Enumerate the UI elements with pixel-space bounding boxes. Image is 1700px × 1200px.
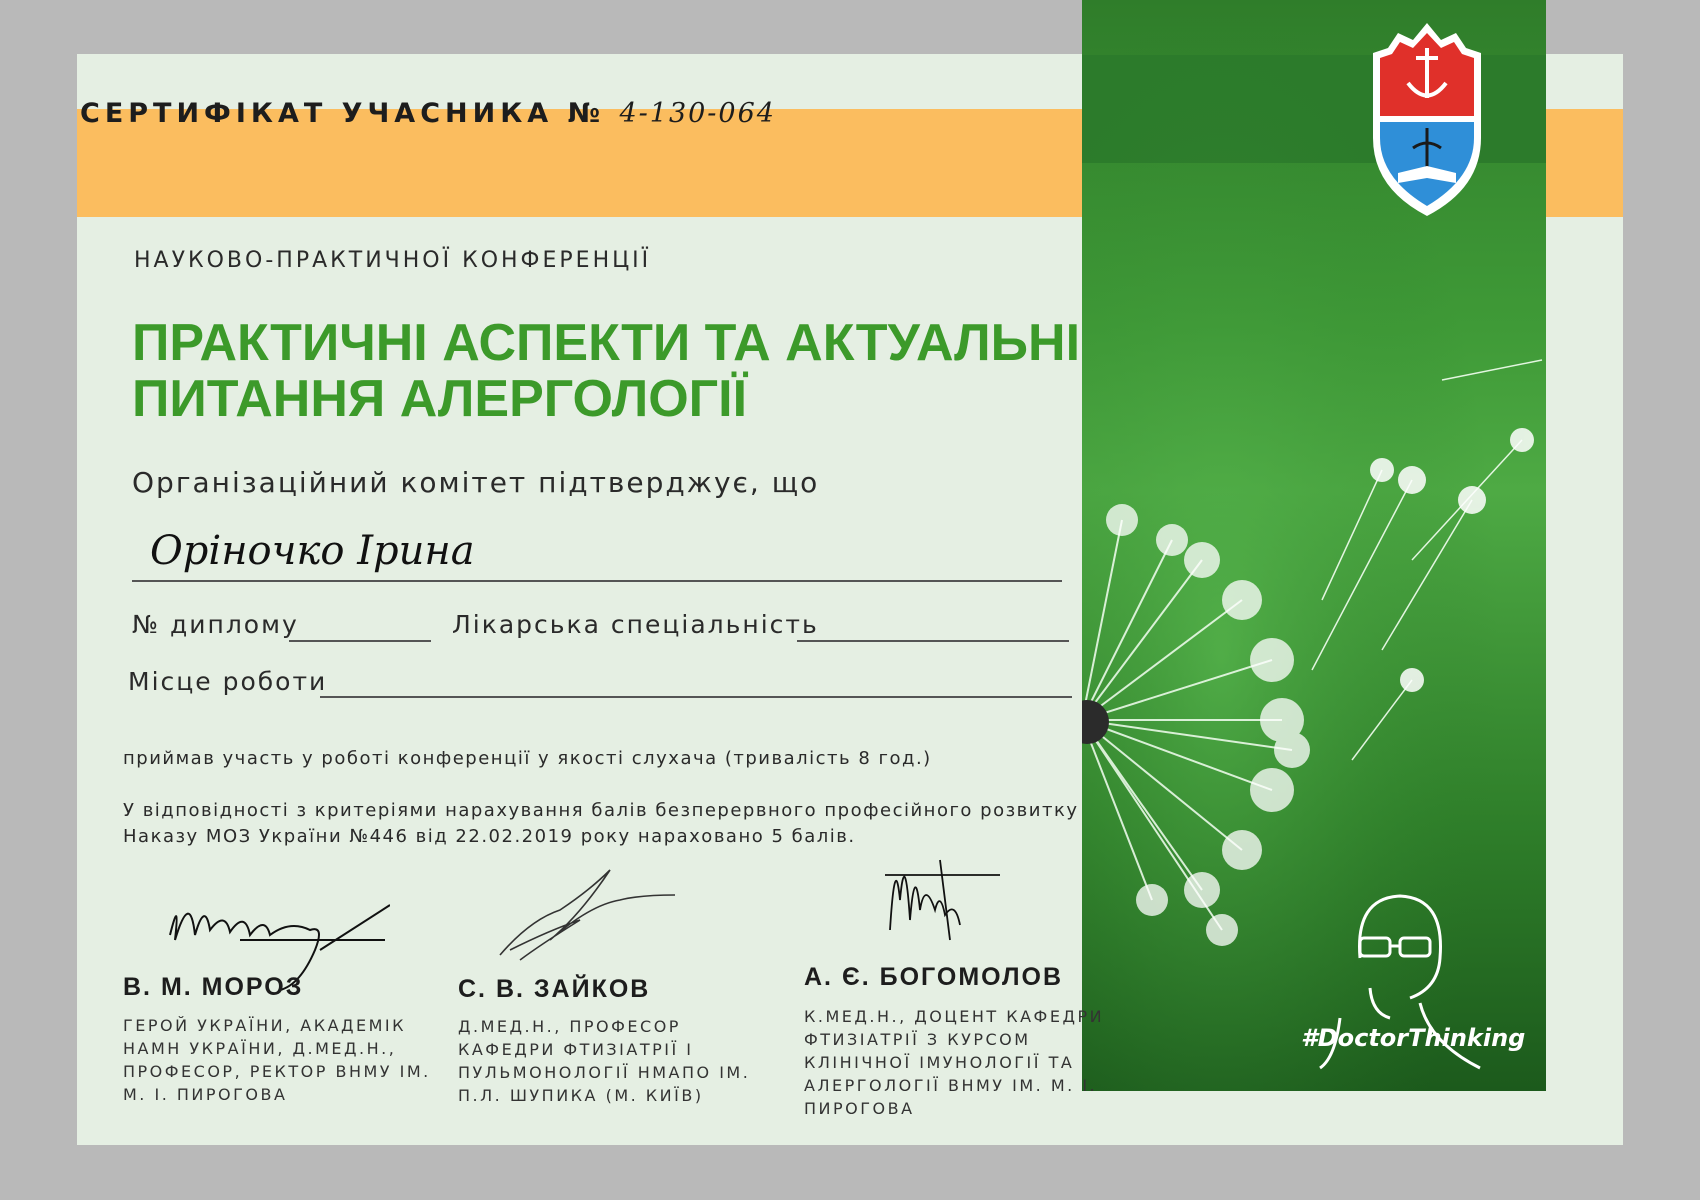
signer-3-name: А. Є. БОГОМОЛОВ: [804, 963, 1064, 991]
certificate-heading-label: СЕРТИФІКАТ УЧАСНИКА №: [80, 98, 606, 129]
participation-text: приймав участь у роботі конференції у якості слухача (тривалість 8 год.): [123, 748, 932, 769]
conference-title: ПРАКТИЧНІ АСПЕКТИ ТА АКТУАЛЬНІ ПИТАННЯ АЛЕРГОЛОГІЇ: [132, 314, 1081, 428]
conference-intro: НАУКОВО-ПРАКТИЧНОЇ КОНФЕРЕНЦІЇ: [134, 248, 652, 273]
signer-1-name: В. М. МОРОЗ: [123, 973, 304, 1001]
workplace-label: Місце роботи: [128, 667, 328, 696]
workplace-underline: [320, 696, 1072, 698]
signature-zaikov: [490, 860, 690, 970]
confirmation-text: Організаційний комітет підтверджує, що: [132, 466, 820, 499]
certificate-number: 4-130-064: [619, 98, 776, 129]
university-crest-icon: [1368, 18, 1486, 218]
signer-3-role: К.МЕД.Н., ДОЦЕНТ КАФЕДРИ ФТИЗІАТРІЇ З КУРСОМ КЛІНІЧНОЇ ІМУНОЛОГІЇ ТА АЛЕРГОЛОГІЇ ВНМУ ІМ. М. І. ПИРОГОВА: [804, 1007, 1105, 1118]
name-underline: [132, 580, 1062, 582]
diploma-underline: [289, 640, 431, 642]
certificate-heading: [80, 98, 776, 129]
signer-1-role: ГЕРОЙ УКРАЇНИ, АКАДЕМІК НАМН УКРАЇНИ, Д.МЕД.Н., ПРОФЕСОР, РЕКТОР ВНМУ ІМ. М. І. ПИРОГОВА: [123, 1016, 431, 1104]
hashtag: #DoctorThinking: [1301, 1024, 1526, 1052]
participant-name: Оріночко Ірина: [150, 528, 475, 574]
doctor-thinking-logo-icon: [1300, 868, 1500, 1098]
signer-2-role: Д.МЕД.Н., ПРОФЕСОР КАФЕДРИ ФТИЗІАТРІЇ І ПУЛЬМОНОЛОГІЇ НМАПО ІМ. П.Л. ШУПИКА (М. КИЇВ): [458, 1017, 751, 1105]
points-line-1: У відповідності з критеріями нарахування балів безперервного професійного розвитку: [123, 800, 1079, 821]
specialty-label: Лікарська спеціальність: [452, 610, 819, 639]
signer-2-name: С. В. ЗАЙКОВ: [458, 975, 651, 1003]
signature-bogomolov: [880, 840, 1020, 950]
points-line-2: Наказу МОЗ України №446 від 22.02.2019 року нараховано 5 балів.: [123, 826, 856, 847]
specialty-underline: [797, 640, 1069, 642]
diploma-label: № диплому: [132, 610, 299, 639]
